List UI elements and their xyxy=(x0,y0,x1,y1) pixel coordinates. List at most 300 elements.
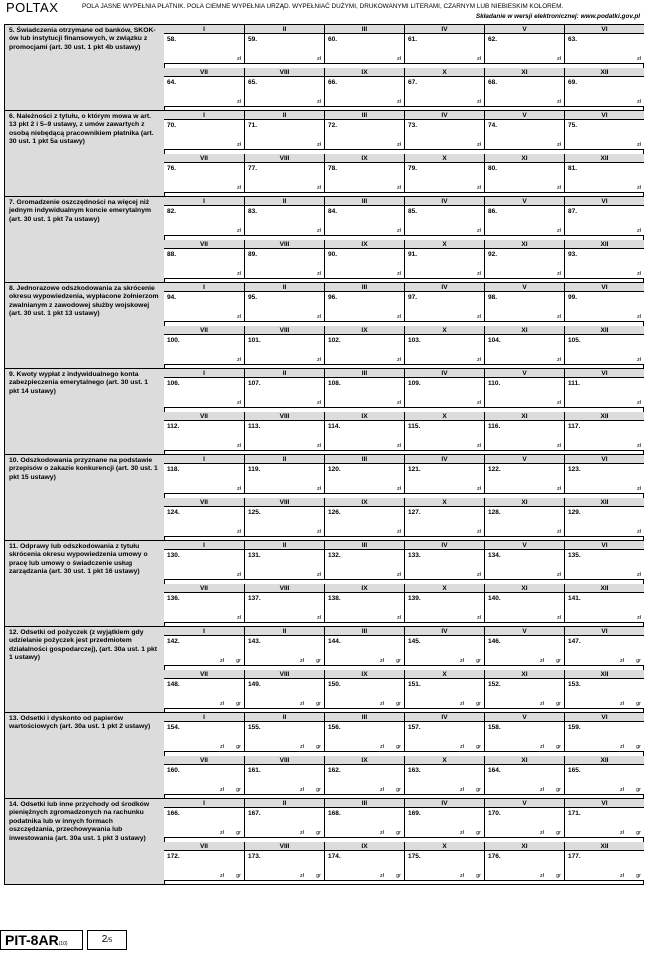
amount-field[interactable] xyxy=(164,722,244,752)
field-number: 143. xyxy=(248,638,261,645)
column-header: VIII xyxy=(244,68,324,77)
section-label: 6. Należności z tytułu, o którym mowa w art. 13 pkt 2 i 5–9 ustawy, z umów zawartych z osobą niebędącą pracownikiem płatnika (art. 30 ust. 1 pkt 5a ustawy) xyxy=(9,113,154,146)
amount-field[interactable] xyxy=(324,249,404,279)
column-header: XII xyxy=(564,670,644,679)
amount-field[interactable] xyxy=(404,593,484,623)
amount-field[interactable] xyxy=(484,851,564,881)
column-header: IX xyxy=(324,240,404,249)
amount-field[interactable] xyxy=(244,507,324,537)
unit-zl: zł xyxy=(477,615,481,621)
column-header: VIII xyxy=(244,154,324,163)
column-header: VI xyxy=(564,799,644,808)
column-header: IX xyxy=(324,670,404,679)
section-label: 13. Odsetki i dyskonto od papierów wartościowych (art. 30a ust. 1 pkt 2 ustawy) xyxy=(9,715,151,731)
amount-field[interactable] xyxy=(164,120,244,150)
column-header: IX xyxy=(324,498,404,507)
amount-field[interactable] xyxy=(404,851,484,881)
amount-field[interactable] xyxy=(484,34,564,64)
amount-field[interactable] xyxy=(244,292,324,322)
column-header: XI xyxy=(484,154,564,163)
column-header: VII xyxy=(164,756,244,765)
column-header: I xyxy=(164,369,244,378)
field-number: 166. xyxy=(167,810,180,817)
section-14 xyxy=(4,798,644,885)
column-header: II xyxy=(244,25,324,34)
amount-field[interactable] xyxy=(484,636,564,666)
unit-zl: zł xyxy=(620,744,624,750)
unit-zl: zł xyxy=(637,357,641,363)
unit-zl: zł xyxy=(460,873,464,879)
column-header: III xyxy=(324,197,404,206)
amount-field[interactable] xyxy=(404,636,484,666)
unit-zl: zł xyxy=(637,486,641,492)
field-number: 124. xyxy=(167,509,180,516)
field-number: 155. xyxy=(248,724,261,731)
amount-field[interactable] xyxy=(324,421,404,451)
unit-zl: zł xyxy=(317,185,321,191)
field-number: 101. xyxy=(248,337,261,344)
amount-field[interactable] xyxy=(404,765,484,795)
field-number: 88. xyxy=(167,251,177,258)
unit-zl: zł xyxy=(540,701,544,707)
column-header: III xyxy=(324,541,404,550)
amount-field[interactable] xyxy=(484,550,564,580)
field-number: 91. xyxy=(408,251,418,258)
amount-field[interactable] xyxy=(164,550,244,580)
column-header: X xyxy=(404,154,484,163)
field-number: 135. xyxy=(568,552,581,559)
amount-field[interactable] xyxy=(404,292,484,322)
amount-field[interactable] xyxy=(404,163,484,193)
section-label: 8. Jednorazowe odszkodowania za skrócenie okresu wypowiedzenia, wypłacone żołnierzom zwalnianym z zawodowej służby wojskowej (art. 30 ust. 1 pkt 13 ustawy) xyxy=(9,285,159,318)
unit-zl: zł xyxy=(397,443,401,449)
column-header: VI xyxy=(564,541,644,550)
unit-gr: gr xyxy=(636,873,641,879)
field-number: 169. xyxy=(408,810,421,817)
field-number: 81. xyxy=(568,165,578,172)
section-label-column xyxy=(5,111,165,196)
amount-field[interactable] xyxy=(404,507,484,537)
amount-field[interactable] xyxy=(564,292,644,322)
amount-field[interactable] xyxy=(484,593,564,623)
unit-zl: zł xyxy=(637,400,641,406)
column-header: I xyxy=(164,799,244,808)
amount-field[interactable] xyxy=(324,292,404,322)
column-header: XI xyxy=(484,498,564,507)
amount-field[interactable] xyxy=(324,808,404,838)
section-10 xyxy=(4,454,644,541)
amount-field[interactable] xyxy=(404,550,484,580)
amount-field[interactable] xyxy=(484,507,564,537)
field-number: 158. xyxy=(488,724,501,731)
unit-gr: gr xyxy=(636,744,641,750)
column-header: VI xyxy=(564,25,644,34)
amount-field[interactable] xyxy=(564,765,644,795)
amount-field[interactable] xyxy=(244,636,324,666)
field-number: 78. xyxy=(328,165,338,172)
unit-zl: zł xyxy=(300,787,304,793)
amount-field[interactable] xyxy=(564,851,644,881)
column-header: X xyxy=(404,326,484,335)
amount-field[interactable] xyxy=(404,722,484,752)
field-number: 67. xyxy=(408,79,418,86)
amount-field[interactable] xyxy=(324,550,404,580)
amount-field[interactable] xyxy=(244,464,324,494)
unit-zl: zł xyxy=(637,443,641,449)
column-header: II xyxy=(244,197,324,206)
unit-zl: zł xyxy=(237,185,241,191)
column-header: VIII xyxy=(244,756,324,765)
unit-gr: gr xyxy=(556,830,561,836)
amount-field[interactable] xyxy=(324,163,404,193)
unit-zl: zł xyxy=(620,830,624,836)
field-number: 146. xyxy=(488,638,501,645)
amount-field[interactable] xyxy=(404,120,484,150)
field-number: 97. xyxy=(408,294,418,301)
unit-gr: gr xyxy=(476,830,481,836)
amount-field[interactable] xyxy=(324,679,404,709)
amount-field[interactable] xyxy=(404,378,484,408)
field-number: 114. xyxy=(328,423,341,430)
field-number: 71. xyxy=(248,122,258,129)
amount-field[interactable] xyxy=(244,249,324,279)
amount-field[interactable] xyxy=(164,851,244,881)
unit-zl: zł xyxy=(557,400,561,406)
amount-field[interactable] xyxy=(244,593,324,623)
section-label-column xyxy=(5,283,165,368)
amount-field[interactable] xyxy=(564,335,644,365)
unit-zl: zł xyxy=(477,529,481,535)
column-header: II xyxy=(244,283,324,292)
amount-field[interactable] xyxy=(324,765,404,795)
unit-zl: zł xyxy=(220,744,224,750)
section-label-column xyxy=(5,369,165,454)
section-6 xyxy=(4,110,644,197)
amount-field[interactable] xyxy=(164,679,244,709)
field-number: 154. xyxy=(167,724,180,731)
unit-zl: zł xyxy=(397,228,401,234)
column-header: I xyxy=(164,111,244,120)
field-number: 172. xyxy=(167,853,180,860)
amount-field[interactable] xyxy=(324,206,404,236)
column-header: VIII xyxy=(244,498,324,507)
field-number: 134. xyxy=(488,552,501,559)
amount-field[interactable] xyxy=(404,249,484,279)
field-number: 79. xyxy=(408,165,418,172)
amount-field[interactable] xyxy=(324,34,404,64)
unit-zl: zł xyxy=(540,873,544,879)
column-header: XII xyxy=(564,326,644,335)
amount-field[interactable] xyxy=(244,378,324,408)
page-header xyxy=(0,0,648,24)
amount-field[interactable] xyxy=(244,722,324,752)
column-header: X xyxy=(404,412,484,421)
amount-field[interactable] xyxy=(484,722,564,752)
field-number: 111. xyxy=(568,380,580,387)
section-label-column xyxy=(5,799,165,884)
unit-zl: zł xyxy=(397,142,401,148)
amount-field[interactable] xyxy=(164,77,244,107)
field-number: 157. xyxy=(408,724,421,731)
amount-field[interactable] xyxy=(164,636,244,666)
unit-zl: zł xyxy=(237,400,241,406)
amount-field[interactable] xyxy=(564,120,644,150)
unit-gr: gr xyxy=(556,744,561,750)
unit-zl: zł xyxy=(637,56,641,62)
column-header: V xyxy=(484,455,564,464)
unit-gr: gr xyxy=(396,701,401,707)
amount-field[interactable] xyxy=(164,34,244,64)
unit-zl: zł xyxy=(397,572,401,578)
field-number: 90. xyxy=(328,251,338,258)
amount-field[interactable] xyxy=(564,679,644,709)
amount-field[interactable] xyxy=(324,77,404,107)
column-header: IX xyxy=(324,584,404,593)
unit-zl: zł xyxy=(380,873,384,879)
field-number: 83. xyxy=(248,208,258,215)
unit-zl: zł xyxy=(380,744,384,750)
unit-zl: zł xyxy=(300,830,304,836)
amount-field[interactable] xyxy=(324,636,404,666)
amount-field[interactable] xyxy=(164,206,244,236)
section-7 xyxy=(4,196,644,283)
amount-field[interactable] xyxy=(564,507,644,537)
field-number: 122. xyxy=(488,466,501,473)
field-number: 108. xyxy=(328,380,341,387)
amount-field[interactable] xyxy=(484,808,564,838)
unit-zl: zł xyxy=(460,787,464,793)
unit-zl: zł xyxy=(477,185,481,191)
amount-field[interactable] xyxy=(324,120,404,150)
amount-field[interactable] xyxy=(564,464,644,494)
amount-field[interactable] xyxy=(484,378,564,408)
unit-zl: zł xyxy=(237,228,241,234)
amount-field[interactable] xyxy=(164,163,244,193)
column-header: I xyxy=(164,283,244,292)
amount-field[interactable] xyxy=(164,593,244,623)
column-header: VIII xyxy=(244,412,324,421)
field-number: 153. xyxy=(568,681,581,688)
column-header: VI xyxy=(564,627,644,636)
amount-field[interactable] xyxy=(564,636,644,666)
amount-field[interactable] xyxy=(324,507,404,537)
amount-field[interactable] xyxy=(404,335,484,365)
amount-field[interactable] xyxy=(484,421,564,451)
field-number: 136. xyxy=(167,595,180,602)
amount-field[interactable] xyxy=(404,77,484,107)
column-header: III xyxy=(324,25,404,34)
amount-field[interactable] xyxy=(404,679,484,709)
amount-field[interactable] xyxy=(564,163,644,193)
unit-zl: zł xyxy=(397,615,401,621)
unit-gr: gr xyxy=(236,658,241,664)
amount-field[interactable] xyxy=(244,421,324,451)
column-header: VII xyxy=(164,326,244,335)
amount-field[interactable] xyxy=(564,550,644,580)
column-header: VI xyxy=(564,713,644,722)
field-number: 76. xyxy=(167,165,177,172)
amount-field[interactable] xyxy=(324,593,404,623)
unit-zl: zł xyxy=(477,99,481,105)
amount-field[interactable] xyxy=(164,335,244,365)
unit-zl: zł xyxy=(460,701,464,707)
amount-field[interactable] xyxy=(164,808,244,838)
column-header: X xyxy=(404,498,484,507)
field-number: 68. xyxy=(488,79,498,86)
amount-field[interactable] xyxy=(564,593,644,623)
section-label: 14. Odsetki lub inne przychody od środków pieniężnych zgromadzonych na rachunku podatnika lub w innych formach oszczędzania, przechowywania lub inwestowania (art. 30a ust. 1 pkt 3 ustawy) xyxy=(9,801,150,842)
amount-field[interactable] xyxy=(324,851,404,881)
amount-field[interactable] xyxy=(244,550,324,580)
amount-field[interactable] xyxy=(164,507,244,537)
column-header: VII xyxy=(164,68,244,77)
unit-zl: zł xyxy=(380,830,384,836)
unit-gr: gr xyxy=(316,701,321,707)
column-header: V xyxy=(484,25,564,34)
column-header: II xyxy=(244,799,324,808)
unit-gr: gr xyxy=(236,830,241,836)
field-number: 130. xyxy=(167,552,180,559)
field-number: 145. xyxy=(408,638,421,645)
unit-zl: zł xyxy=(397,56,401,62)
unit-zl: zł xyxy=(557,99,561,105)
amount-field[interactable] xyxy=(244,120,324,150)
field-number: 87. xyxy=(568,208,578,215)
amount-field[interactable] xyxy=(164,292,244,322)
unit-zl: zł xyxy=(620,873,624,879)
column-header: VIII xyxy=(244,326,324,335)
amount-field[interactable] xyxy=(564,421,644,451)
field-number: 156. xyxy=(328,724,341,731)
unit-zl: zł xyxy=(317,400,321,406)
amount-field[interactable] xyxy=(244,765,324,795)
field-number: 63. xyxy=(568,36,578,43)
unit-gr: gr xyxy=(396,744,401,750)
amount-field[interactable] xyxy=(564,249,644,279)
amount-field[interactable] xyxy=(564,378,644,408)
unit-zl: zł xyxy=(317,142,321,148)
amount-field[interactable] xyxy=(484,292,564,322)
unit-zl: zł xyxy=(237,314,241,320)
amount-field[interactable] xyxy=(244,335,324,365)
column-header: IX xyxy=(324,756,404,765)
column-header: VII xyxy=(164,412,244,421)
column-header: III xyxy=(324,713,404,722)
amount-field[interactable] xyxy=(564,808,644,838)
amount-field[interactable] xyxy=(564,34,644,64)
column-header: IV xyxy=(404,627,484,636)
amount-field[interactable] xyxy=(324,464,404,494)
amount-field[interactable] xyxy=(324,335,404,365)
field-number: 104. xyxy=(488,337,501,344)
amount-field[interactable] xyxy=(244,163,324,193)
field-number: 82. xyxy=(167,208,177,215)
efile-note: Składanie w wersji elektronicznej: www.podatki.gov.pl xyxy=(475,13,640,20)
column-header: XII xyxy=(564,154,644,163)
field-number: 120. xyxy=(328,466,341,473)
column-header: XII xyxy=(564,240,644,249)
column-header: IX xyxy=(324,412,404,421)
section-13 xyxy=(4,712,644,799)
amount-field[interactable] xyxy=(244,206,324,236)
amount-field[interactable] xyxy=(404,421,484,451)
unit-zl: zł xyxy=(637,529,641,535)
amount-field[interactable] xyxy=(244,851,324,881)
field-number: 62. xyxy=(488,36,498,43)
amount-field[interactable] xyxy=(164,378,244,408)
amount-field[interactable] xyxy=(484,249,564,279)
column-header: I xyxy=(164,541,244,550)
field-number: 92. xyxy=(488,251,498,258)
section-label: 11. Odprawy lub odszkodowania z tytułu skrócenia okresu wypowiedzenia umowy o pracę lub umowy o świadczenie usług zarządzania (art. 30 ust. 1 pkt 16 ustawy) xyxy=(9,543,148,576)
amount-field[interactable] xyxy=(164,464,244,494)
unit-zl: zł xyxy=(317,615,321,621)
amount-field[interactable] xyxy=(164,765,244,795)
unit-zl: zł xyxy=(317,271,321,277)
amount-field[interactable] xyxy=(324,378,404,408)
column-header: VII xyxy=(164,498,244,507)
amount-field[interactable] xyxy=(244,808,324,838)
column-header: VI xyxy=(564,283,644,292)
unit-zl: zł xyxy=(220,873,224,879)
amount-field[interactable] xyxy=(564,77,644,107)
unit-zl: zł xyxy=(397,357,401,363)
amount-field[interactable] xyxy=(484,464,564,494)
unit-zl: zł xyxy=(477,357,481,363)
section-9 xyxy=(4,368,644,455)
unit-gr: gr xyxy=(396,830,401,836)
amount-field[interactable] xyxy=(484,679,564,709)
amount-field[interactable] xyxy=(484,765,564,795)
section-label: 9. Kwoty wypłat z indywidualnego konta zabezpieczenia emerytalnego (art. 30 ust. 1 pkt 14 ustawy) xyxy=(9,371,149,395)
unit-zl: zł xyxy=(380,787,384,793)
unit-zl: zł xyxy=(220,830,224,836)
amount-field[interactable] xyxy=(164,421,244,451)
amount-field[interactable] xyxy=(244,34,324,64)
column-header: V xyxy=(484,197,564,206)
amount-field[interactable] xyxy=(244,77,324,107)
amount-field[interactable] xyxy=(484,77,564,107)
field-number: 94. xyxy=(167,294,177,301)
column-header: IV xyxy=(404,111,484,120)
amount-field[interactable] xyxy=(484,120,564,150)
unit-gr: gr xyxy=(396,658,401,664)
amount-field[interactable] xyxy=(564,722,644,752)
amount-field[interactable] xyxy=(404,808,484,838)
amount-field[interactable] xyxy=(484,163,564,193)
field-number: 176. xyxy=(488,853,501,860)
amount-field[interactable] xyxy=(404,206,484,236)
amount-field[interactable] xyxy=(244,679,324,709)
amount-field[interactable] xyxy=(484,206,564,236)
column-header: IV xyxy=(404,541,484,550)
amount-field[interactable] xyxy=(164,249,244,279)
amount-field[interactable] xyxy=(404,34,484,64)
amount-field[interactable] xyxy=(564,206,644,236)
unit-zl: zł xyxy=(637,615,641,621)
amount-field[interactable] xyxy=(404,464,484,494)
amount-field[interactable] xyxy=(484,335,564,365)
unit-gr: gr xyxy=(236,873,241,879)
field-number: 64. xyxy=(167,79,177,86)
field-number: 151. xyxy=(408,681,421,688)
field-number: 160. xyxy=(167,767,180,774)
unit-zl: zł xyxy=(237,142,241,148)
unit-zl: zł xyxy=(397,400,401,406)
amount-field[interactable] xyxy=(324,722,404,752)
field-number: 173. xyxy=(248,853,261,860)
unit-gr: gr xyxy=(236,744,241,750)
